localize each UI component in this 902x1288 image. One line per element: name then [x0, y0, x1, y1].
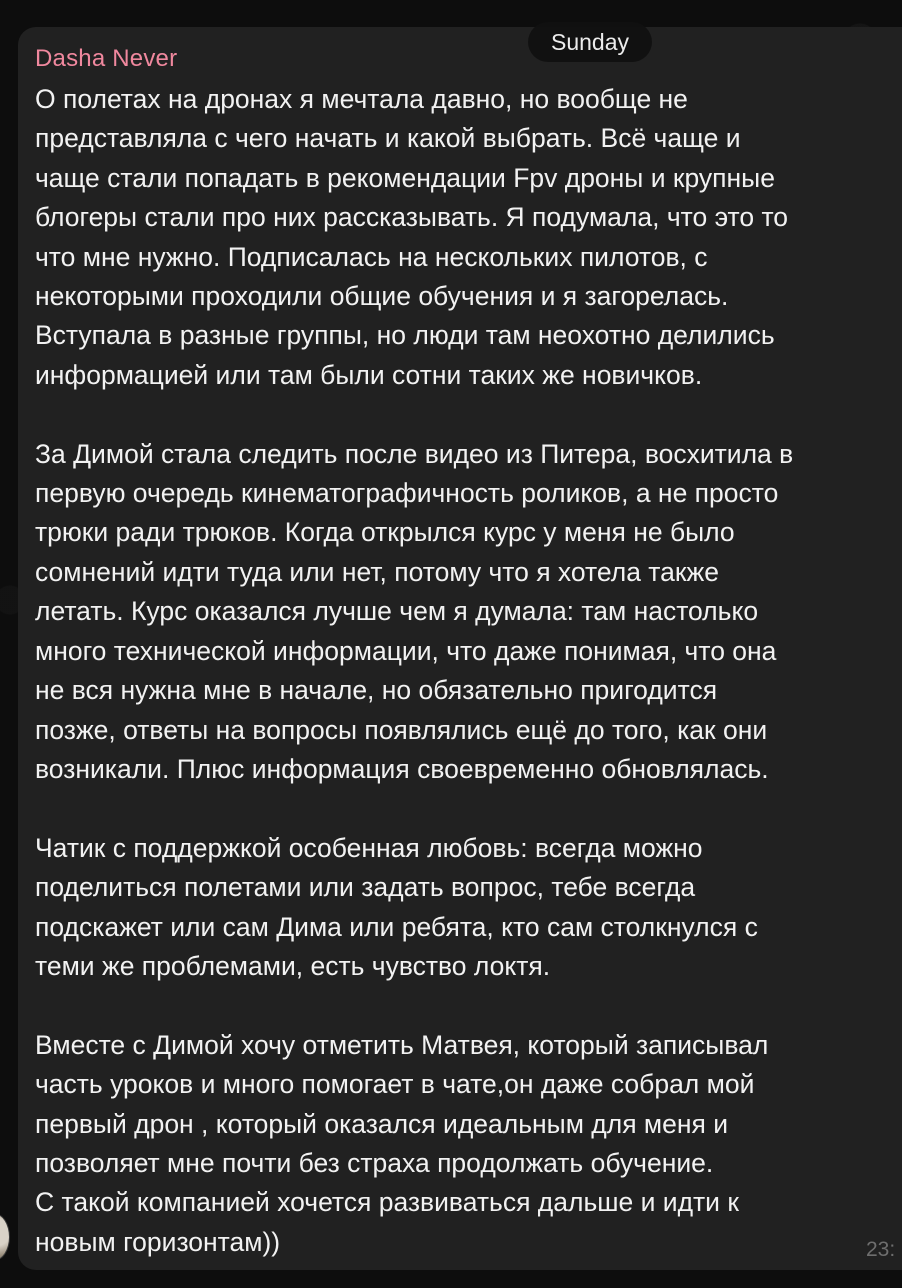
message-line: первую очередь кинематографичность роликов, а не просто	[35, 478, 779, 509]
message-blank-line	[35, 395, 902, 434]
message-line: информацией или там были сотни таких же новичков.	[35, 359, 703, 390]
date-separator: Sunday	[528, 22, 652, 62]
message-blank-line	[35, 789, 902, 828]
message-line: Вступала в разные группы, но люди там неохотно делились	[35, 320, 775, 351]
message-line: Чатик с поддержкой особенная любовь: всегда можно	[35, 832, 703, 863]
message-line: О полетах на дронах я мечтала давно, но вообще не	[35, 84, 688, 114]
message-line: первый дрон , который оказался идеальным для меня и	[35, 1108, 729, 1139]
sender-name[interactable]: Dasha Never	[35, 45, 178, 72]
message-line: некоторыми проходили общие обучения и я загорелась.	[35, 281, 729, 312]
message-line: поделиться полетами или задать вопрос, тебе всегда	[35, 872, 696, 903]
message-line: летать. Курс оказался лучше чем я думала: там настолько	[35, 596, 759, 627]
message-line: много технической информации, что даже понимая, что она	[35, 635, 777, 666]
message-line: не вся нужна мне в начале, но обязательно пригодится	[35, 675, 718, 706]
message-text	[35, 80, 902, 1262]
message-line: Вместе с Димой хочу отметить Матвея, который записывал	[35, 1029, 769, 1060]
message-line: сомнений идти туда или нет, потому что я хотела также	[35, 556, 719, 587]
message-line: представляла с чего начать и какой выбрать. Всё чаще и	[35, 123, 741, 154]
message-line: За Димой стала следить после видео из Питера, восхитила в	[35, 438, 794, 469]
message-line: возникали. Плюс информация своевременно обновлялась.	[35, 753, 769, 784]
message-line: чаще стали попадать в рекомендации Fpv дроны и крупные	[35, 162, 775, 193]
message-time: 23:	[866, 1238, 896, 1261]
message-blank-line	[35, 986, 902, 1025]
message-line: трюки ради трюков. Когда открылся курс у меня не было	[35, 517, 735, 548]
message-line: теми же проблемами, есть чувство локтя.	[35, 950, 551, 981]
message-line: блогеры стали про них рассказывать. Я подумала, что это то	[35, 202, 789, 233]
message-bubble[interactable]	[18, 27, 902, 1270]
message-line: позволяет мне почти без страха продолжать обучение.	[35, 1147, 714, 1178]
message-line: подскажет или сам Дима или ребята, кто сам столкнулся с	[35, 911, 758, 942]
message-line: что мне нужно. Подписалась на нескольких пилотов, с	[35, 241, 708, 272]
message-line: новым горизонтам))	[35, 1226, 281, 1257]
message-line: С такой компанией хочется развиваться дальше и идти к	[35, 1187, 739, 1218]
message-line: часть уроков и много помогает в чате,он даже собрал мой	[35, 1069, 755, 1100]
message-line: позже, ответы на вопросы появлялись ещё до того, как они	[35, 714, 768, 745]
